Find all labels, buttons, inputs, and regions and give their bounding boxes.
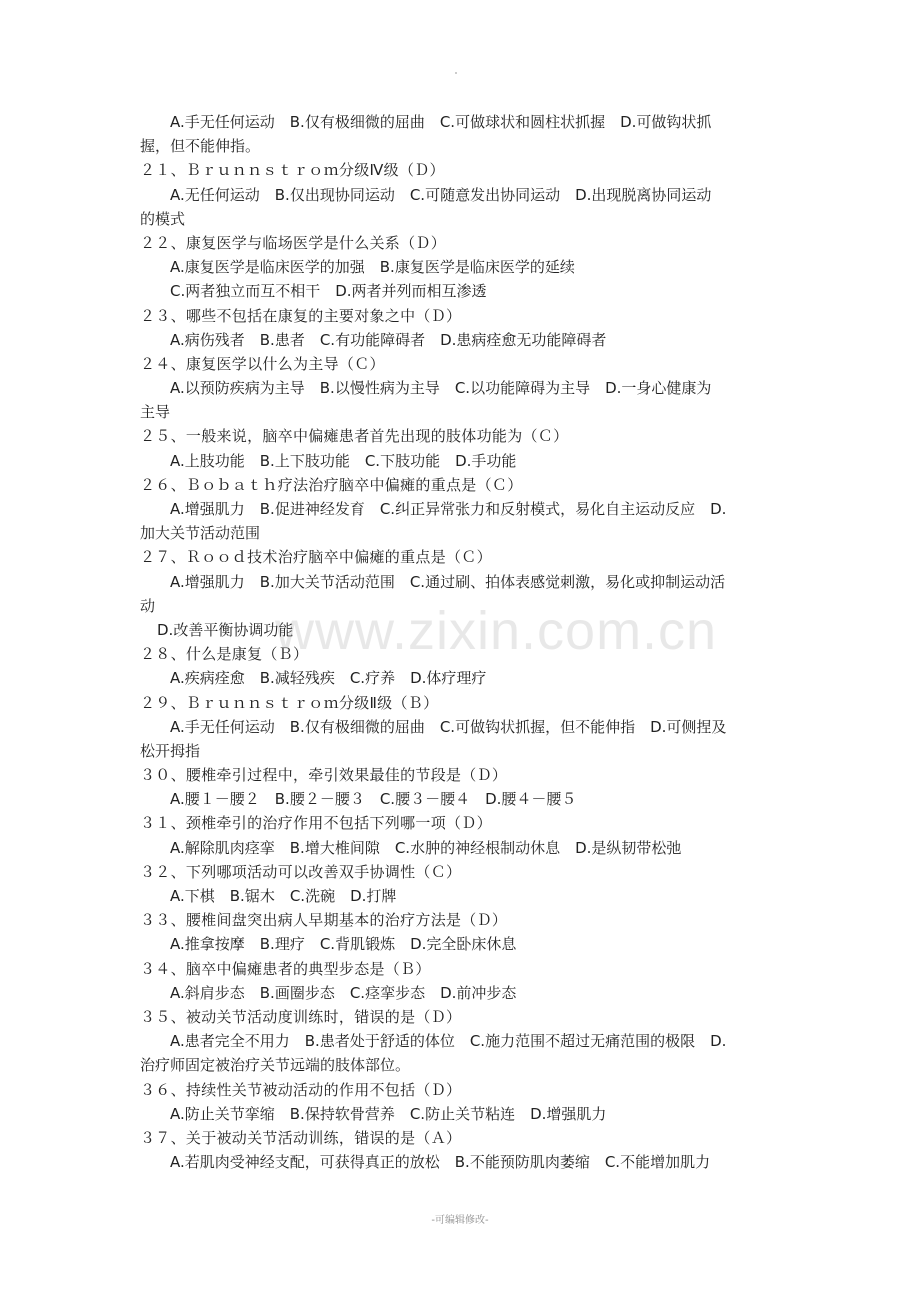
options-line: A.斜肩步态 B.画圈步态 C.痉挛步态 D.前冲步态 (170, 983, 517, 1002)
options-line: C.两者独立而互不相干 D.两者并列而相互渗透 (170, 282, 487, 301)
question-line: ２５、一般来说，脑卒中偏瘫患者首先出现的肢体功能为（Ｃ） (140, 427, 569, 446)
options-line: A.上肢功能 B.上下肢功能 C.下肢功能 D.手功能 (170, 451, 517, 470)
options-line: A.无任何运动 B.仅出现协同运动 C.可随意发出协同运动 D.出现脱离协同运动 (170, 185, 712, 204)
watermark: www.zixin.com.cn (275, 601, 718, 661)
continuation-line: 动 (140, 596, 156, 615)
page-footer: -可编辑修改- (431, 1215, 489, 1226)
question-line: ３７、关于被动关节活动训练，错误的是（Ａ） (140, 1128, 462, 1147)
question-line: ２６、Ｂｏｂａｔｈ疗法治疗脑卒中偏瘫的重点是（Ｃ） (140, 475, 523, 494)
options-line: A.康复医学是临床医学的加强 B.康复医学是临床医学的延续 (170, 258, 575, 277)
continuation-line: 握，但不能伸指。 (140, 137, 261, 156)
options-line: A.推拿按摩 B.理疗 C.背肌锻炼 D.完全卧床休息 (170, 935, 517, 954)
question-line: ３６、持续性关节被动活动的作用不包括（Ｄ） (140, 1080, 462, 1099)
options-line: A.手无任何运动 B.仅有极细微的屈曲 C.可做球状和圆柱状抓握 D.可做钩状抓 (170, 113, 712, 131)
options-line: D.改善平衡协调功能 (157, 620, 294, 639)
question-line: ３４、脑卒中偏瘫患者的典型步态是（Ｂ） (140, 959, 431, 978)
options-line: A.增强肌力 B.加大关节活动范围 C.通过刷、拍体表感觉刺激，易化或抑制运动活 (170, 572, 726, 591)
question-line: ２３、哪些不包括在康复的主要对象之中（Ｄ） (140, 306, 462, 325)
options-line: A.患者完全不用力 B.患者处于舒适的体位 C.施力范围不超过无痛范围的极限 D. (170, 1032, 727, 1051)
question-line: ２９、Ｂｒｕｎｎｓｔｒｏｍ分级Ⅱ级（Ｂ） (140, 693, 439, 712)
options-line: A.以预防疾病为主导 B.以慢性病为主导 C.以功能障碍为主导 D.一身心健康为 (170, 379, 712, 398)
question-line: ２２、康复医学与临场医学是什么关系（Ｄ） (140, 233, 447, 252)
options-line: A.增强肌力 B.促进神经发育 C.纠正异常张力和反射模式，易化自主运动反应 D. (170, 500, 727, 518)
question-line: ２１、Ｂｒｕｎｎｓｔｒｏｍ分级Ⅳ级（Ｄ） (140, 161, 445, 180)
continuation-line: 主导 (140, 403, 171, 422)
continuation-line: 加大关节活动范围 (140, 524, 261, 543)
question-line: ２４、康复医学以什么为主导（Ｃ） (140, 354, 385, 373)
question-line: ２７、Ｒｏｏｄ技术治疗脑卒中偏瘫的重点是（Ｃ） (140, 548, 492, 567)
options-line: A.解除肌肉痉挛 B.增大椎间隙 C.水肿的神经根制动休息 D.是纵韧带松弛 (170, 838, 682, 857)
options-line: A.病伤残者 B.患者 C.有功能障碍者 D.患病痊愈无功能障碍者 (170, 330, 607, 349)
options-line: A.下棋 B.锯木 C.洗碗 D.打牌 (170, 887, 397, 905)
options-line: A.疾病痊愈 B.减轻残疾 C.疗养 D.体疗理疗 (170, 669, 487, 688)
question-line: ２８、什么是康复（Ｂ） (140, 645, 309, 664)
question-line: ３０、腰椎牵引过程中，牵引效果最佳的节段是（Ｄ） (140, 766, 508, 785)
continuation-line: 松开拇指 (140, 741, 201, 760)
options-line: A.若肌肉受神经支配，可获得真正的放松 B.不能预防肌肉萎缩 C.不能增加肌力 (170, 1153, 711, 1172)
question-list (140, 110, 790, 1174)
options-line: A.手无任何运动 B.仅有极细微的屈曲 C.可做钩状抓握，但不能伸指 D.可侧捏及 (170, 717, 727, 736)
options-line: A.防止关节挛缩 B.保持软骨营养 C.防止关节粘连 D.增强肌力 (170, 1104, 607, 1123)
question-line: ３１、颈椎牵引的治疗作用不包括下列哪一项（Ｄ） (140, 814, 492, 833)
question-line: ３５、被动关节活动度训练时，错误的是（Ｄ） (140, 1007, 462, 1026)
continuation-line: 的模式 (140, 209, 186, 228)
continuation-line: 治疗师固定被治疗关节远端的肢体部位。 (140, 1056, 411, 1075)
options-line: A.腰１－腰２ B.腰２－腰３ C.腰３－腰４ D.腰４－腰５ (170, 790, 577, 809)
question-line: ３３、腰椎间盘突出病人早期基本的治疗方法是（Ｄ） (140, 911, 508, 930)
question-line: ３２、下列哪项活动可以改善双手协调性（Ｃ） (140, 862, 462, 881)
page-mark (455, 72, 457, 74)
